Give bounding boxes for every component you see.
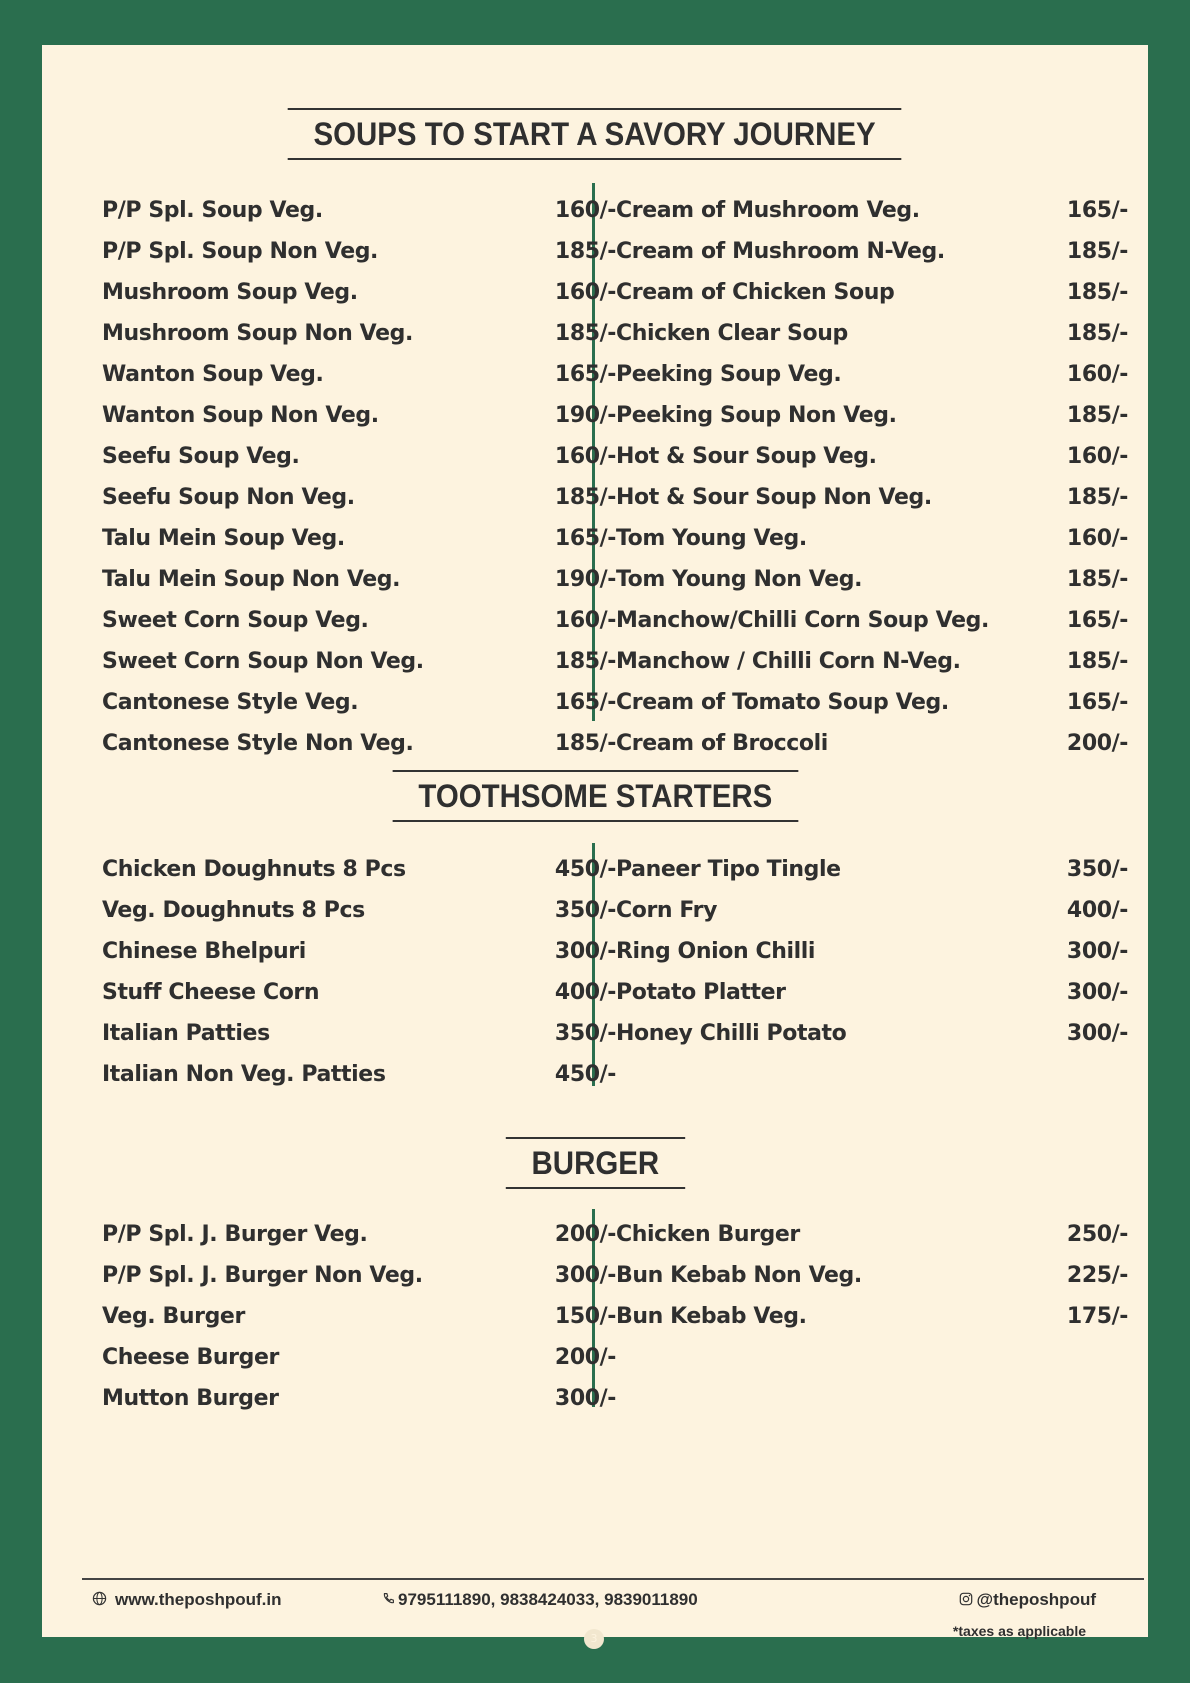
menu-item xyxy=(616,972,1128,1013)
menu-item-price: 160/- xyxy=(1066,526,1128,551)
menu-item xyxy=(616,231,1128,272)
menu-item-price: 150/- xyxy=(554,1304,616,1329)
menu-item-price: 160/- xyxy=(1066,362,1128,387)
menu-item xyxy=(102,1255,616,1296)
footer-phones xyxy=(382,1587,698,1613)
menu-item-price: 200/- xyxy=(1066,731,1128,756)
menu-item xyxy=(102,1054,616,1095)
menu-item-name: Peeking Soup Non Veg. xyxy=(616,403,897,428)
menu-item xyxy=(102,641,616,682)
menu-item-price: 160/- xyxy=(554,444,616,469)
menu-item xyxy=(616,682,1128,723)
menu-item-price: 185/- xyxy=(554,239,616,264)
menu-item-name: P/P Spl. Soup Veg. xyxy=(102,198,323,223)
menu-item xyxy=(616,559,1128,600)
soups-right-column xyxy=(616,190,1128,764)
menu-item-name: Sweet Corn Soup Veg. xyxy=(102,608,369,633)
menu-item xyxy=(102,354,616,395)
menu-item-price: 165/- xyxy=(554,690,616,715)
menu-item xyxy=(616,436,1128,477)
menu-item xyxy=(616,313,1128,354)
menu-item-name: Mushroom Soup Veg. xyxy=(102,280,358,305)
menu-item xyxy=(102,395,616,436)
section-title-wrap xyxy=(42,770,1148,822)
menu-item-name: Sweet Corn Soup Non Veg. xyxy=(102,649,424,674)
menu-item-price: 165/- xyxy=(1066,198,1128,223)
section-title-starters: TOOTHSOME STARTERS xyxy=(392,770,797,822)
menu-item-price: 185/- xyxy=(554,321,616,346)
menu-item-price: 185/- xyxy=(554,731,616,756)
menu-item xyxy=(102,313,616,354)
menu-item-price: 400/- xyxy=(1066,898,1128,923)
menu-item-price: 450/- xyxy=(554,857,616,882)
menu-item-name: Talu Mein Soup Veg. xyxy=(102,526,345,551)
menu-item-name: Cream of Tomato Soup Veg. xyxy=(616,690,949,715)
menu-item-price: 190/- xyxy=(554,567,616,592)
menu-item xyxy=(616,723,1128,764)
menu-item xyxy=(616,1214,1128,1255)
menu-item xyxy=(616,1296,1128,1337)
menu-item-name: Cream of Chicken Soup xyxy=(616,280,895,305)
menu-item-price: 300/- xyxy=(554,1386,616,1411)
menu-item xyxy=(102,931,616,972)
menu-item-price: 300/- xyxy=(554,939,616,964)
menu-item-name: Seefu Soup Non Veg. xyxy=(102,485,355,510)
menu-item xyxy=(102,559,616,600)
menu-item-name: Chicken Doughnuts 8 Pcs xyxy=(102,857,406,882)
menu-item-price: 160/- xyxy=(554,608,616,633)
menu-item-name: Potato Platter xyxy=(616,980,786,1005)
menu-item-name: Honey Chilli Potato xyxy=(616,1021,847,1046)
menu-item-price: 250/- xyxy=(1066,1222,1128,1247)
menu-item-price: 300/- xyxy=(1066,980,1128,1005)
menu-item xyxy=(102,231,616,272)
menu-item-price: 225/- xyxy=(1066,1263,1128,1288)
menu-item-name: Tom Young Non Veg. xyxy=(616,567,863,592)
menu-item xyxy=(616,518,1128,559)
menu-item-name: Veg. Burger xyxy=(102,1304,245,1329)
menu-item xyxy=(616,890,1128,931)
menu-item-name: P/P Spl. Soup Non Veg. xyxy=(102,239,379,264)
menu-item xyxy=(616,600,1128,641)
menu-item-name: Hot & Sour Soup Veg. xyxy=(616,444,877,469)
instagram-handle: @theposhpouf xyxy=(976,1590,1096,1609)
menu-item-price: 185/- xyxy=(1066,403,1128,428)
menu-item-price: 300/- xyxy=(1066,939,1128,964)
page-number: 3 xyxy=(584,1629,604,1649)
menu-item-price: 185/- xyxy=(554,649,616,674)
menu-page xyxy=(42,45,1148,1645)
menu-item xyxy=(616,354,1128,395)
menu-item xyxy=(102,436,616,477)
menu-item-price: 165/- xyxy=(1066,608,1128,633)
menu-item-price: 160/- xyxy=(554,198,616,223)
menu-item xyxy=(102,1296,616,1337)
menu-item xyxy=(616,641,1128,682)
menu-item-name: Seefu Soup Veg. xyxy=(102,444,300,469)
menu-item xyxy=(102,1214,616,1255)
menu-item-name: Stuff Cheese Corn xyxy=(102,980,320,1005)
menu-item-name: Cantonese Style Non Veg. xyxy=(102,731,414,756)
menu-item-price: 350/- xyxy=(554,898,616,923)
menu-item-price: 300/- xyxy=(554,1263,616,1288)
menu-item xyxy=(102,1337,616,1378)
menu-item xyxy=(616,1013,1128,1054)
menu-item-price: 400/- xyxy=(554,980,616,1005)
instagram-icon xyxy=(959,1592,973,1609)
section-title-soups: SOUPS TO START A SAVORY JOURNEY xyxy=(288,108,902,160)
menu-item xyxy=(102,1378,616,1419)
menu-item-price: 165/- xyxy=(554,362,616,387)
menu-item xyxy=(102,682,616,723)
burger-right-column xyxy=(616,1214,1128,1337)
menu-item-name: Cream of Mushroom Veg. xyxy=(616,198,920,223)
menu-item-price: 185/- xyxy=(1066,567,1128,592)
menu-item-name: Paneer Tipo Tingle xyxy=(616,857,841,882)
menu-item-name: Chicken Clear Soup xyxy=(616,321,848,346)
menu-item xyxy=(616,1255,1128,1296)
menu-item-name: Chinese Bhelpuri xyxy=(102,939,306,964)
menu-item-price: 190/- xyxy=(554,403,616,428)
menu-item xyxy=(102,1013,616,1054)
menu-item xyxy=(102,890,616,931)
menu-item xyxy=(102,849,616,890)
menu-item xyxy=(102,477,616,518)
starters-right-column xyxy=(616,849,1128,1054)
section-title-wrap xyxy=(42,1137,1148,1189)
menu-item xyxy=(102,518,616,559)
menu-item-name: Italian Patties xyxy=(102,1021,270,1046)
menu-item-name: Manchow / Chilli Corn N-Veg. xyxy=(616,649,961,674)
menu-item-name: Wanton Soup Veg. xyxy=(102,362,324,387)
menu-item-price: 185/- xyxy=(1066,321,1128,346)
soups-left-column xyxy=(102,190,616,764)
menu-item-price: 200/- xyxy=(554,1222,616,1247)
menu-item xyxy=(616,190,1128,231)
globe-icon xyxy=(92,1591,107,1609)
menu-item-name: Wanton Soup Non Veg. xyxy=(102,403,379,428)
menu-item-price: 165/- xyxy=(554,526,616,551)
menu-item-price: 185/- xyxy=(1066,280,1128,305)
menu-item-name: Talu Mein Soup Non Veg. xyxy=(102,567,401,592)
menu-item xyxy=(616,272,1128,313)
menu-item-name: P/P Spl. J. Burger Non Veg. xyxy=(102,1263,423,1288)
menu-item-price: 450/- xyxy=(554,1062,616,1087)
menu-item xyxy=(616,931,1128,972)
menu-item-name: Ring Onion Chilli xyxy=(616,939,816,964)
menu-item-price: 185/- xyxy=(554,485,616,510)
menu-item-name: Tom Young Veg. xyxy=(616,526,807,551)
menu-item xyxy=(616,849,1128,890)
starters-left-column xyxy=(102,849,616,1095)
menu-item-name: Italian Non Veg. Patties xyxy=(102,1062,386,1087)
website-text: www.theposhpouf.in xyxy=(115,1590,282,1609)
menu-item-price: 160/- xyxy=(554,280,616,305)
taxes-note: *taxes as applicable xyxy=(952,1623,1086,1639)
burger-left-column xyxy=(102,1214,616,1419)
section-title-burger: BURGER xyxy=(505,1137,684,1189)
menu-item xyxy=(102,190,616,231)
menu-item-price: 350/- xyxy=(554,1021,616,1046)
menu-item xyxy=(616,477,1128,518)
menu-item-name: Peeking Soup Veg. xyxy=(616,362,842,387)
menu-item-price: 160/- xyxy=(1066,444,1128,469)
menu-item-name: Hot & Sour Soup Non Veg. xyxy=(616,485,932,510)
menu-item-name: Chicken Burger xyxy=(616,1222,800,1247)
menu-item xyxy=(102,600,616,641)
menu-item xyxy=(102,972,616,1013)
menu-item-price: 350/- xyxy=(1066,857,1128,882)
menu-item-name: Mushroom Soup Non Veg. xyxy=(102,321,413,346)
menu-item-price: 185/- xyxy=(1066,649,1128,674)
footer-instagram[interactable] xyxy=(959,1587,1097,1613)
menu-item-price: 200/- xyxy=(554,1345,616,1370)
phone-icon xyxy=(382,1592,395,1608)
menu-item-name: Corn Fry xyxy=(616,898,718,923)
menu-item xyxy=(102,723,616,764)
footer-divider xyxy=(82,1578,1144,1580)
menu-item-price: 165/- xyxy=(1066,690,1128,715)
menu-item-price: 175/- xyxy=(1066,1304,1128,1329)
menu-item-price: 300/- xyxy=(1066,1021,1128,1046)
menu-item-name: Bun Kebab Non Veg. xyxy=(616,1263,862,1288)
menu-item-name: Veg. Doughnuts 8 Pcs xyxy=(102,898,365,923)
phone-numbers: 9795111890, 9838424033, 9839011890 xyxy=(398,1590,698,1609)
menu-item xyxy=(616,395,1128,436)
menu-item-price: 185/- xyxy=(1066,485,1128,510)
menu-item-name: Manchow/Chilli Corn Soup Veg. xyxy=(616,608,989,633)
menu-item-name: Cantonese Style Veg. xyxy=(102,690,359,715)
menu-item-price: 185/- xyxy=(1066,239,1128,264)
menu-item-name: Bun Kebab Veg. xyxy=(616,1304,807,1329)
section-title-wrap xyxy=(42,108,1148,160)
menu-item-name: Cheese Burger xyxy=(102,1345,279,1370)
menu-item-name: Cream of Mushroom N-Veg. xyxy=(616,239,945,264)
menu-item-name: Mutton Burger xyxy=(102,1386,279,1411)
menu-item-name: Cream of Broccoli xyxy=(616,731,828,756)
menu-item-name: P/P Spl. J. Burger Veg. xyxy=(102,1222,368,1247)
menu-item xyxy=(102,272,616,313)
footer-website[interactable] xyxy=(92,1587,282,1613)
